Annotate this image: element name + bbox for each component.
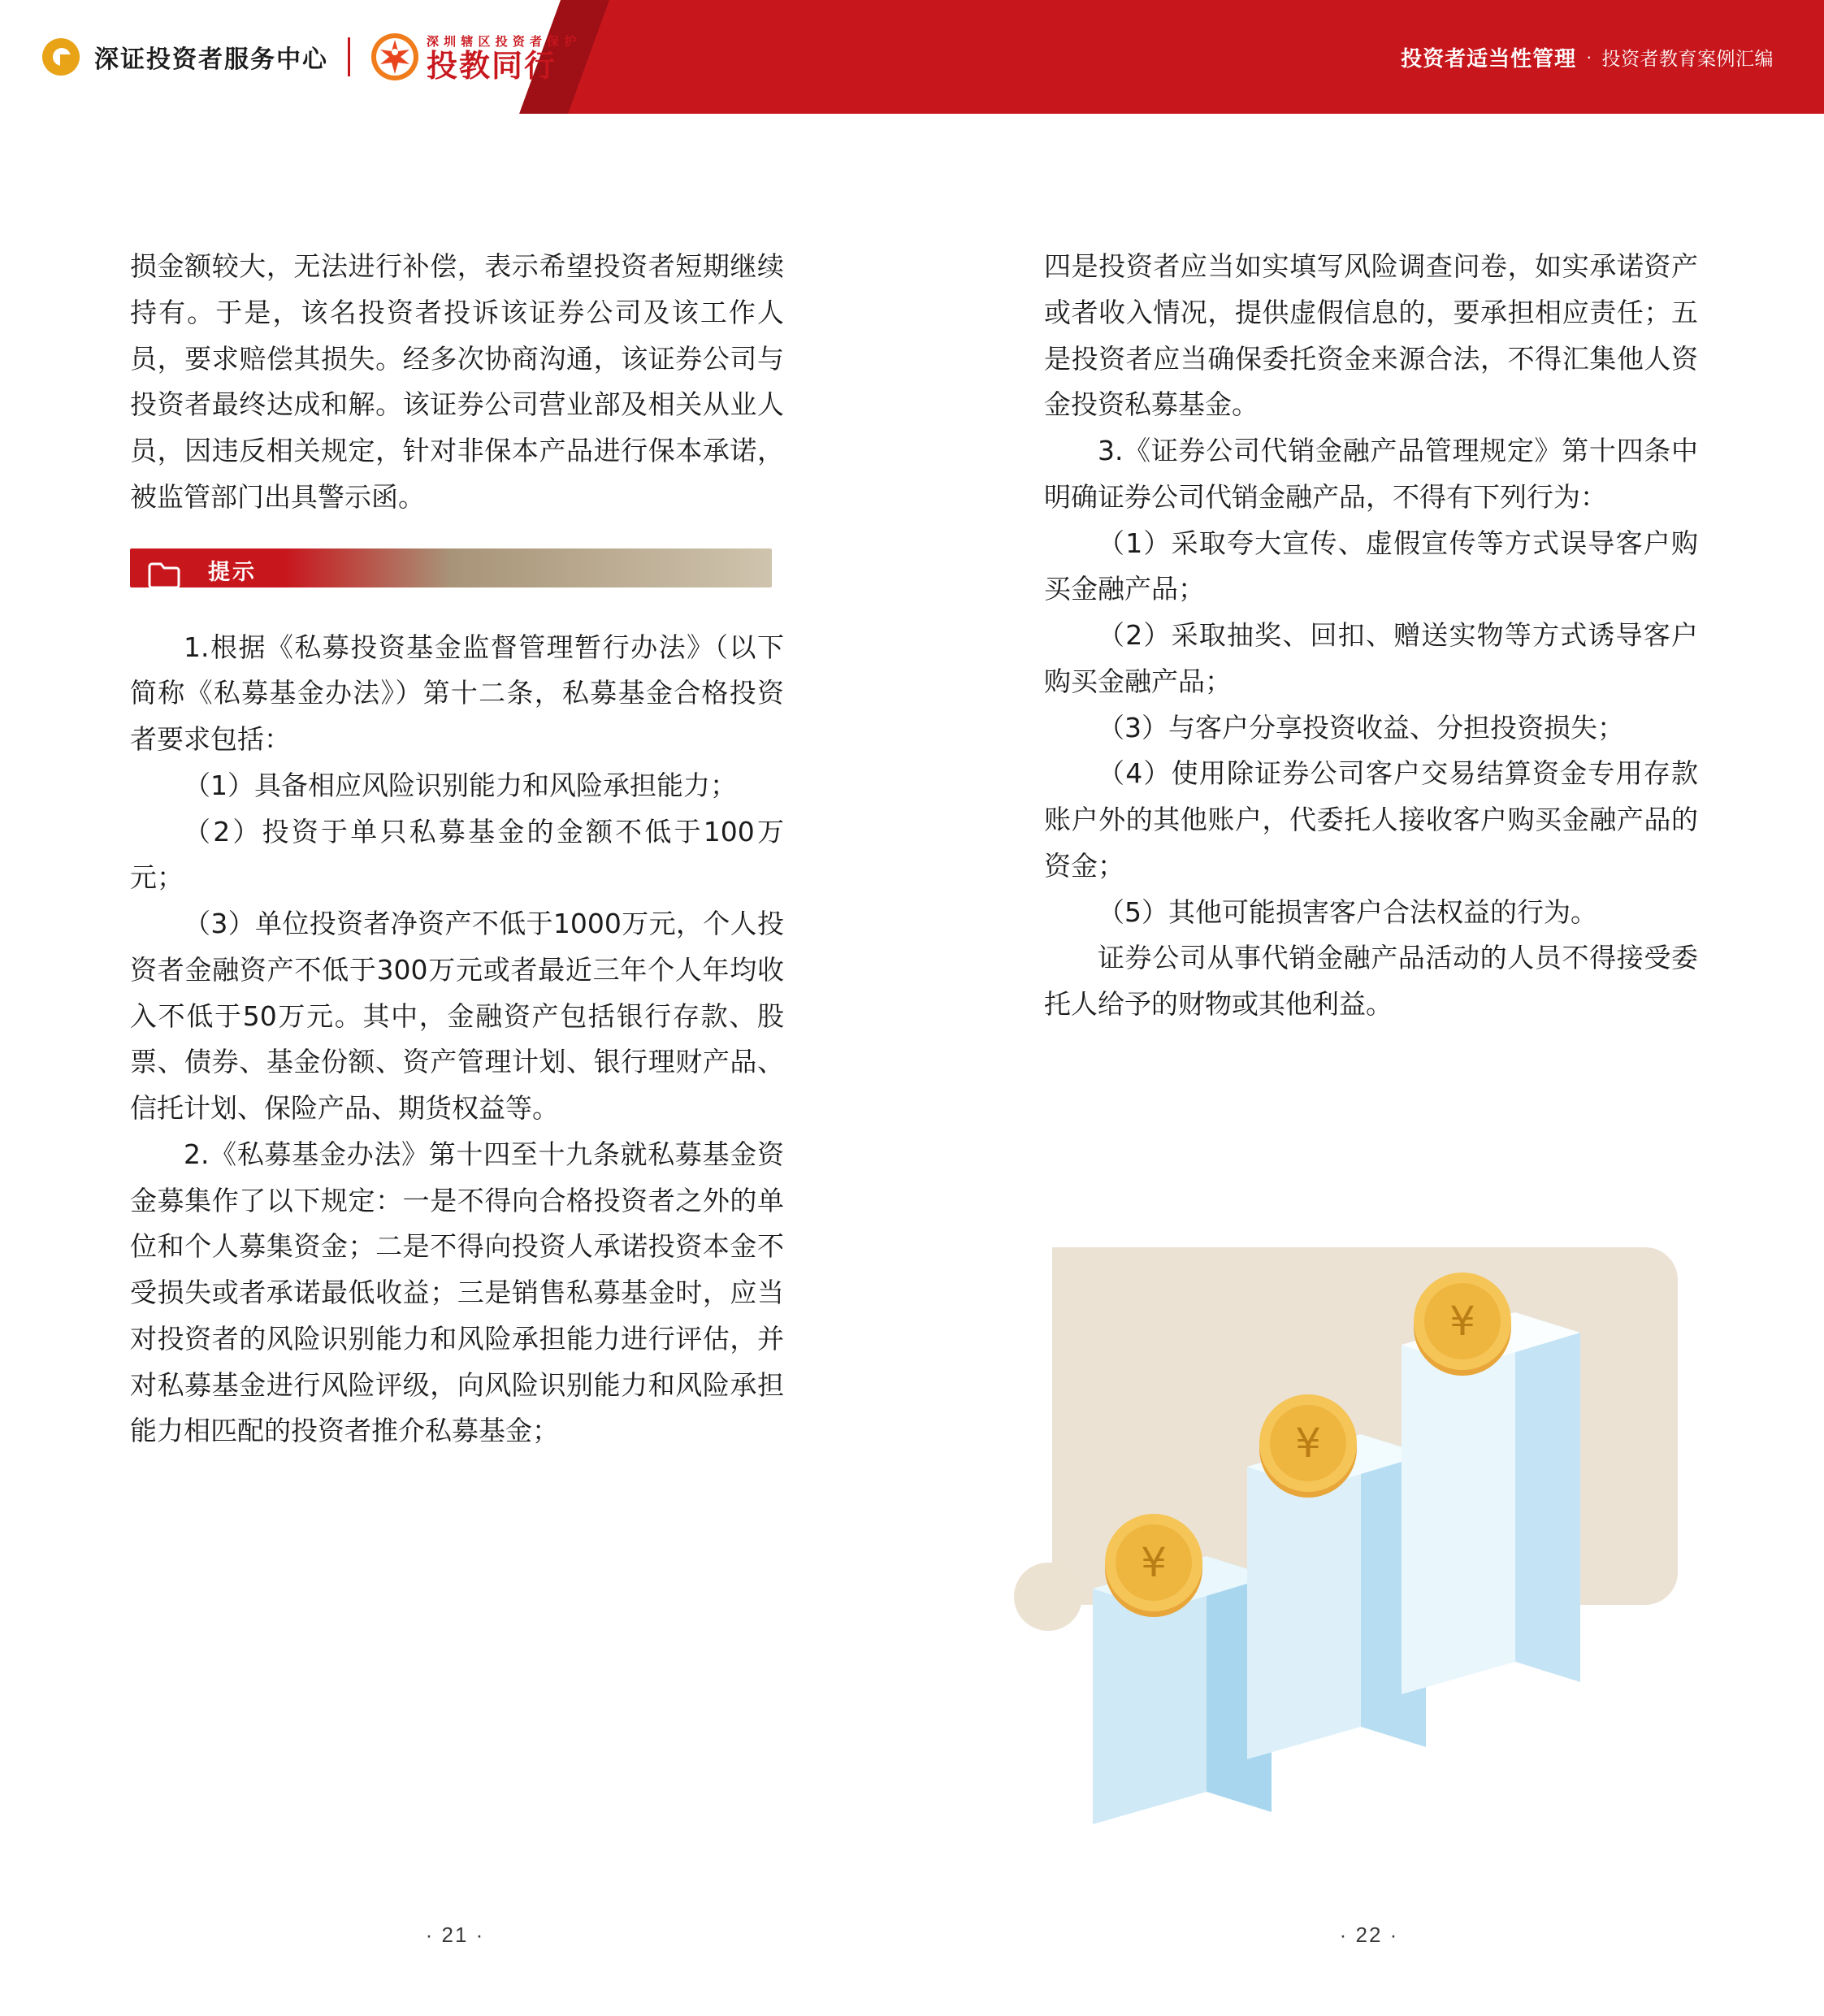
star-person-icon: [370, 32, 420, 82]
paragraph: （1）采取夸大宣传、虚假宣传等方式误导客户购买金融产品；: [1044, 527, 1698, 605]
paragraph: （3）与客户分享投资收益、分担投资损失；: [1098, 711, 1624, 744]
paragraph: （2）采取抽奖、回扣、赠送实物等方式诱导客户购买金融产品；: [1044, 619, 1698, 697]
header-branding: [0, 0, 577, 114]
paragraph: 损金额较大，无法进行补偿，表示希望投资者短期继续持有。于是，该名投资者投诉该证券公司及该工作人员，要求赔偿其损失。经多次协商沟通，该证券公司与投资者最终达成和解。该证券公司营业部及相关从业人员，因违反相关规定，针对非保本产品进行保本承诺，被监管部门出具警示函。: [130, 250, 784, 513]
svg-text:¥: ¥: [1141, 1539, 1167, 1586]
left-text-column: [130, 244, 784, 1455]
brand-title: 投教同行: [427, 49, 557, 84]
service-center-name: 深证投资者服务中心: [94, 46, 328, 73]
paragraph: 四是投资者应当如实填写风险调查问卷，如实承诺资产或者收入情况，提供虚假信息的，要承担相应责任；五是投资者应当确保委托资金来源合法，不得汇集他人资金投资私募基金。: [1044, 250, 1698, 421]
coin-icon: [1259, 1394, 1357, 1498]
running-title-sub: 投资者教育案例汇编: [1601, 47, 1774, 69]
running-title-separator: ·: [1586, 46, 1592, 67]
paragraph: （4）使用除证券公司客户交易结算资金专用存款账户外的其他账户，代委托人接收客户购买金融产品的资金；: [1044, 757, 1698, 882]
brand-subtitle: 深 圳 辖 区 投 资 者 保 护: [427, 34, 578, 49]
paragraph: 证券公司从事代销金融产品活动的人员不得接受委托人给予的财物或其他利益。: [1044, 942, 1698, 1020]
header-divider: [348, 37, 350, 76]
paragraph: （3）单位投资者净资产不低于1000万元，个人投资者金融资产不低于300万元或者最近三年个人年均收入不低于50万元。其中，金融资产包括银行存款、股票、债券、基金份额、资产管理计划、银行理财产品、信托计划、保险产品、期货权益等。: [130, 908, 784, 1124]
coin-icon: [1105, 1514, 1202, 1617]
header-running-title: [1401, 0, 1774, 114]
right-text-column: [1044, 244, 1698, 1028]
tip-label: 提示: [208, 559, 257, 585]
paragraph: （1）具备相应风险识别能力和风险承担能力；: [184, 769, 737, 801]
page-header: [0, 0, 1824, 114]
growing-bars-with-coins-illustration: [1003, 1223, 1718, 1840]
paragraph: 2.《私募基金办法》第十四至十九条就私募基金资金募集作了以下规定：一是不得向合格投资者之外的单位和个人募集资金；二是不得向投资人承诺投资本金不受损失或者承诺最低收益；三是销售私募基金时，应当对投资者的风险识别能力和风险承担能力进行评估，并对私募基金进行风险评级，向风险识别能力和风险承担能力相匹配的投资者推介私募基金；: [130, 1138, 784, 1447]
service-center-logo-icon: [42, 38, 80, 76]
coin-icon: [1414, 1272, 1511, 1376]
paragraph: （2）投资于单只私募基金的金额不低于100万元；: [130, 815, 784, 894]
folder-icon: [148, 556, 180, 581]
svg-text:¥: ¥: [1449, 1298, 1475, 1345]
paragraph: 1.根据《私募投资基金监督管理暂行办法》（以下简称《私募基金办法》）第十二条，私募基金合格投资者要求包括：: [130, 631, 784, 755]
brand-texts: [427, 33, 577, 82]
page-number-right: · 22 ·: [1339, 1923, 1399, 1947]
paragraph: （5）其他可能损害客户合法权益的行为。: [1098, 895, 1597, 928]
paragraph: 3.《证券公司代销金融产品管理规定》第十四条中明确证券公司代销金融产品，不得有下列行为：: [1044, 435, 1698, 513]
running-title-main: 投资者适当性管理: [1401, 46, 1577, 71]
tip-banner: [130, 548, 772, 592]
brand-block: [370, 32, 577, 82]
svg-text:¥: ¥: [1295, 1420, 1321, 1467]
page-number-left: · 21 ·: [425, 1923, 485, 1947]
